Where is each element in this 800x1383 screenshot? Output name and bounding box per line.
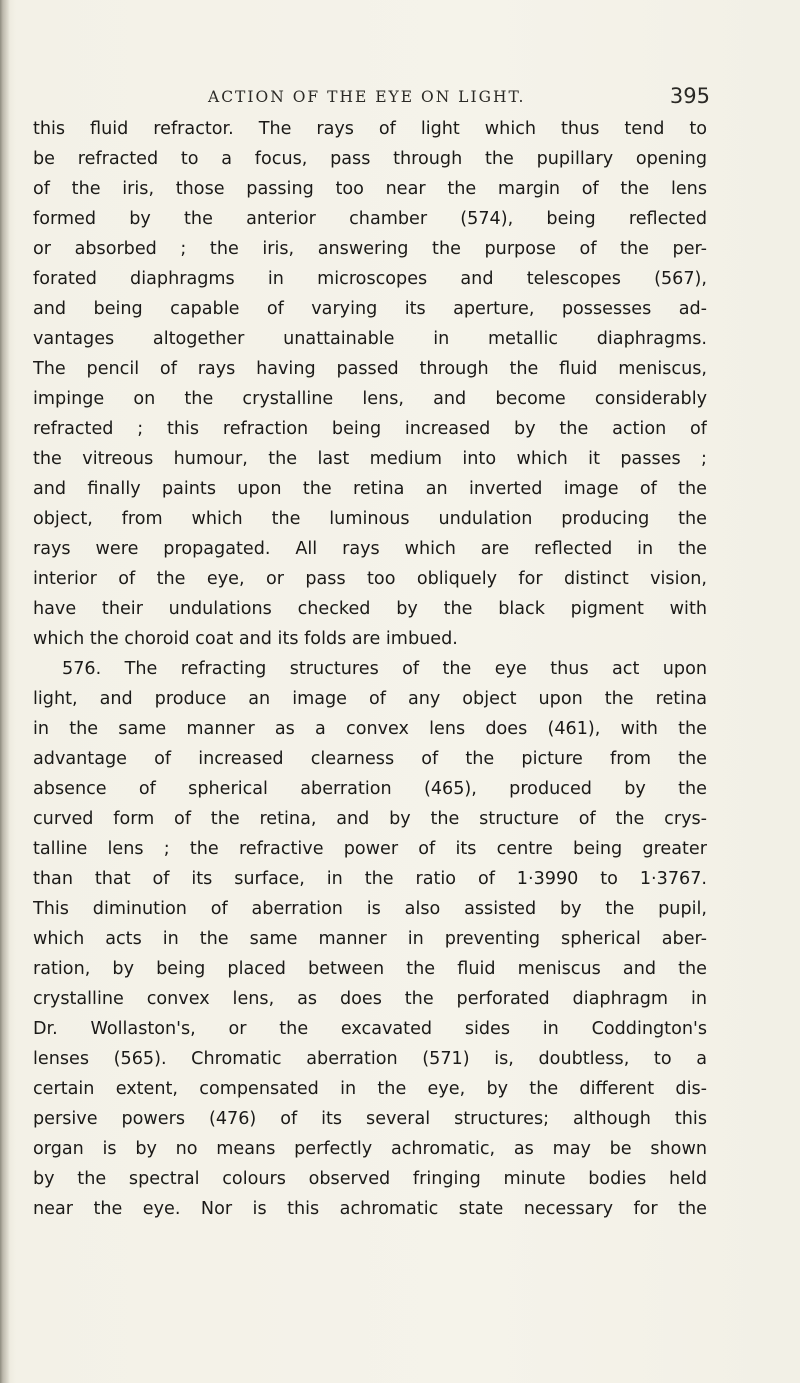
- text-line: in the same manner as a convex lens does (461), with the: [33, 719, 707, 739]
- page-gutter-shadow: [0, 0, 10, 1383]
- text-line: near the eye. Nor is this achromatic state necessary for the: [33, 1199, 707, 1219]
- text-line: this fluid refractor. The rays of light which thus tend to: [33, 119, 707, 139]
- text-line: than that of its surface, in the ratio of 1·3990 to 1·3767.: [33, 869, 707, 889]
- text-line: refracted ; this refraction being increased by the action of: [33, 419, 707, 439]
- page-number: 395: [669, 84, 710, 108]
- text-line: rays were propagated. All rays which are reflected in the: [33, 539, 707, 559]
- text-line: of the iris, those passing too near the margin of the lens: [33, 179, 707, 199]
- text-line: organ is by no means perfectly achromatic, as may be shown: [33, 1139, 707, 1159]
- text-line: lenses (565). Chromatic aberration (571) is, doubtless, to a: [33, 1049, 707, 1069]
- text-line: object, from which the luminous undulation producing the: [33, 509, 707, 529]
- text-line: ration, by being placed between the fluid meniscus and the: [33, 959, 707, 979]
- running-head: ACTION OF THE EYE ON LIGHT.: [208, 88, 526, 106]
- text-line: forated diaphragms in microscopes and telescopes (567),: [33, 269, 707, 289]
- text-line: advantage of increased clearness of the picture from the: [33, 749, 707, 769]
- text-line: curved form of the retina, and by the structure of the crys-: [33, 809, 707, 829]
- text-line: or absorbed ; the iris, answering the purpose of the per-: [33, 239, 707, 259]
- text-line: persive powers (476) of its several structures; although this: [33, 1109, 707, 1129]
- text-line: This diminution of aberration is also assisted by the pupil,: [33, 899, 707, 919]
- text-line: which the choroid coat and its folds are imbued.: [33, 629, 458, 649]
- text-line: by the spectral colours observed fringing minute bodies held: [33, 1169, 707, 1189]
- text-line: formed by the anterior chamber (574), being reflected: [33, 209, 707, 229]
- text-line: the vitreous humour, the last medium into which it passes ;: [33, 449, 707, 469]
- page-header: [208, 84, 710, 114]
- text-line: vantages altogether unattainable in metallic diaphragms.: [33, 329, 707, 349]
- text-line: Dr. Wollaston's, or the excavated sides in Coddington's: [33, 1019, 707, 1039]
- text-line: crystalline convex lens, as does the perforated diaphragm in: [33, 989, 707, 1009]
- text-line: impinge on the crystalline lens, and become considerably: [33, 389, 707, 409]
- text-line: and finally paints upon the retina an inverted image of the: [33, 479, 707, 499]
- paragraph-start-line: 576. The refracting structures of the eye thus act upon: [62, 659, 707, 679]
- text-line: The pencil of rays having passed through the fluid meniscus,: [33, 359, 707, 379]
- text-line: certain extent, compensated in the eye, by the different dis-: [33, 1079, 707, 1099]
- text-line: talline lens ; the refractive power of its centre being greater: [33, 839, 707, 859]
- text-line: interior of the eye, or pass too obliquely for distinct vision,: [33, 569, 707, 589]
- text-line: which acts in the same manner in preventing spherical aber-: [33, 929, 707, 949]
- text-line: have their undulations checked by the black pigment with: [33, 599, 707, 619]
- text-line: be refracted to a focus, pass through the pupillary opening: [33, 149, 707, 169]
- text-line: and being capable of varying its aperture, possesses ad-: [33, 299, 707, 319]
- text-line: absence of spherical aberration (465), produced by the: [33, 779, 707, 799]
- text-line: light, and produce an image of any object upon the retina: [33, 689, 707, 709]
